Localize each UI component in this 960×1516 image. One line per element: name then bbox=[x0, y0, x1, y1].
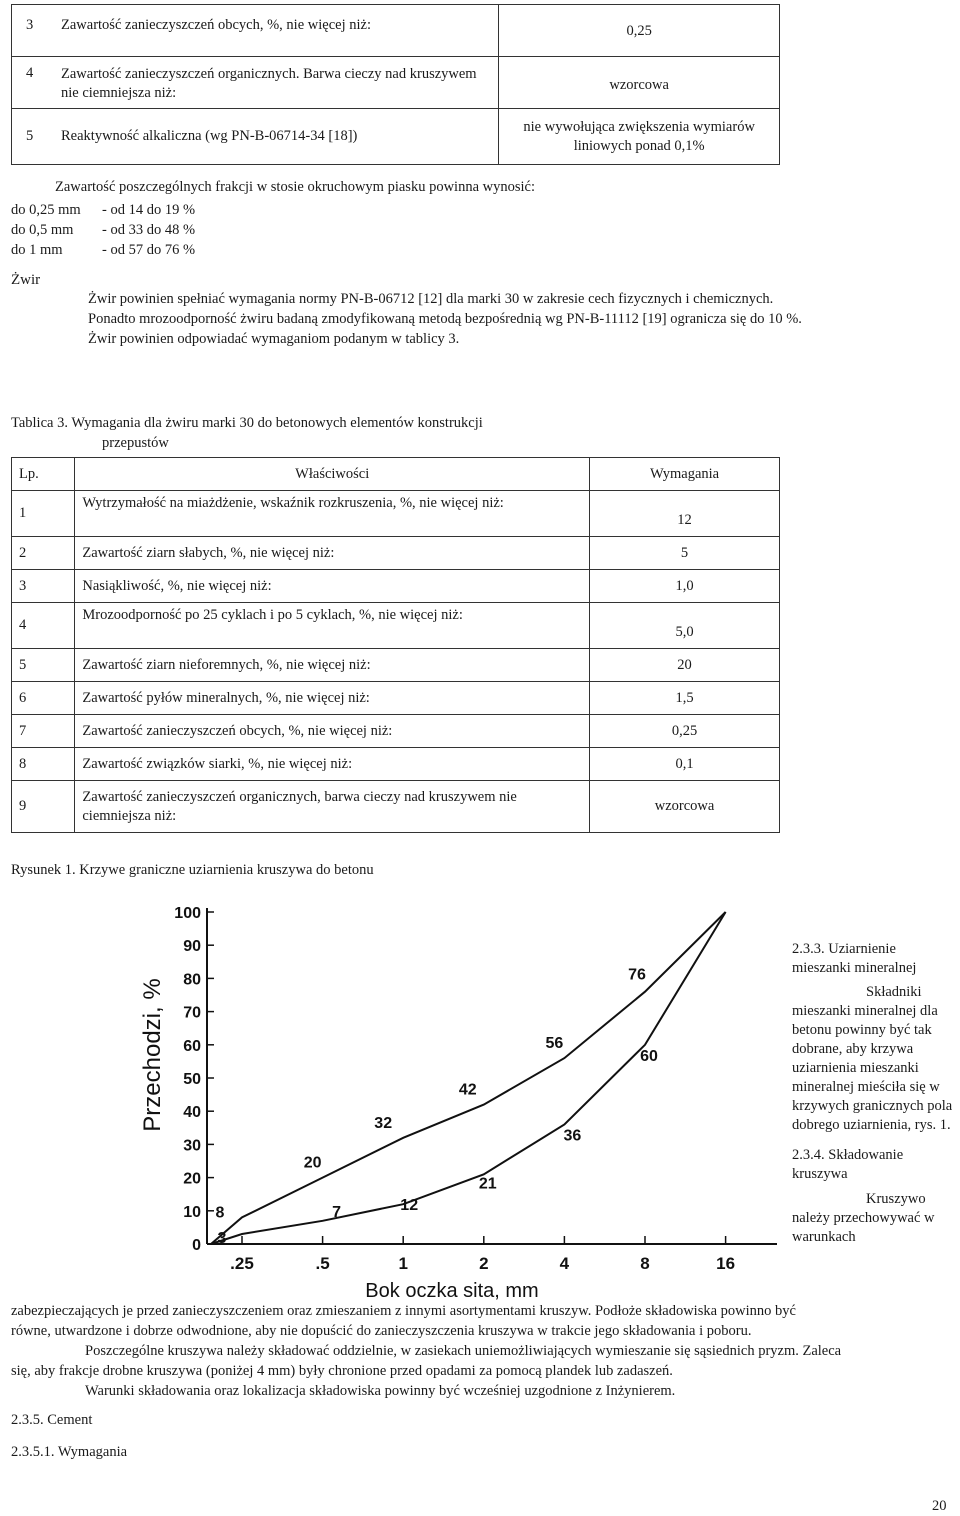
x-tick-label: 16 bbox=[716, 1254, 736, 1273]
table-row: 3 Nasiąkliwość, %, nie więcej niż: 1,0 bbox=[12, 570, 780, 603]
x-tick-label: 1 bbox=[398, 1254, 408, 1273]
sand-fractions-list bbox=[11, 200, 195, 260]
data-label: 20 bbox=[303, 1154, 322, 1172]
y-tick-label: 20 bbox=[183, 1170, 201, 1188]
table-row bbox=[12, 57, 780, 109]
x-tick-label: 2 bbox=[479, 1254, 489, 1273]
table-row: 5 Zawartość ziarn nieforemnych, %, nie więcej niż: 20 bbox=[12, 649, 780, 682]
table-row bbox=[12, 109, 780, 165]
y-tick-label: 90 bbox=[183, 938, 201, 956]
data-label: 76 bbox=[628, 966, 646, 984]
figure-caption: Rysunek 1. Krzywe graniczne uziarnienia kruszywa do betonu bbox=[11, 862, 374, 878]
data-label: 21 bbox=[478, 1175, 497, 1193]
y-tick-label: 50 bbox=[183, 1071, 201, 1088]
x-tick-label: .25 bbox=[230, 1254, 254, 1273]
section-heading-2-3-3: 2.3.3. Uziarnienie mieszanki mineralnej bbox=[792, 941, 917, 976]
list-item: do 0,5 mm - od 33 do 48 % bbox=[11, 222, 196, 238]
y-tick-label: 100 bbox=[174, 905, 201, 922]
gravel-text: Żwir powinien spełniać wymagania normy PN-B-06712 [12] dla marki 30 w zakresie cech fizycznych i chemicznych. Ponadto mrozoodporność żwiru badaną zmodyfikowaną metodą bezpośrednią wg PN-B-11112 [19] ogranicza się do 10 %. Żwir powinien odpowiadać wymaganiom podanym w tablicy 3. bbox=[88, 291, 802, 347]
table-row: 4 Mrozoodporność po 25 cyklach i po 5 cyklach, %, nie więcej niż: 5,0 bbox=[12, 603, 780, 649]
header-lp: Lp. bbox=[12, 458, 75, 491]
table-row: 2 Zawartość ziarn słabych, %, nie więcej niż: 5 bbox=[12, 537, 780, 570]
x-axis-label: Bok oczka sita, mm bbox=[365, 1280, 539, 1302]
section-heading-2-3-5: 2.3.5. Cement bbox=[11, 1412, 93, 1428]
y-axis-label: Przechodzi, % bbox=[139, 978, 166, 1132]
y-tick-label: 80 bbox=[183, 971, 201, 989]
grading-curve-upper bbox=[211, 912, 726, 1244]
row-number: 4 bbox=[26, 65, 34, 81]
row-value: 0,25 bbox=[626, 23, 652, 39]
table-header-row bbox=[12, 458, 780, 491]
y-tick-label: 30 bbox=[183, 1137, 201, 1155]
row-text: Zawartość zanieczyszczeń organicznych. Barwa cieczy nad kruszywem nie ciemniejsza niż: bbox=[61, 66, 477, 101]
storage-text: zabezpieczających je przed zanieczyszczeniem oraz zmieszaniem z innymi asortymentami kruszyw. Podłoże składowiska powinno być równe, utwardzone i dobrze odwodnione, aby nie dopuścić do zanieczyszczenia kruszywa w trakcie jego składowania i poboru. Poszczególne kruszywa należy składować oddzielnie, w zasiekach uniemożliwiających wymieszanie się sąsiednich pryzm. Zaleca się, aby frakcje drobne kruszywa (poniżej 4 mm) były chronione przed opadami za pomocą plandek lub zadaszeń. Warunki składowania oraz lokalizacja składowiska powinny być wcześniej uzgodnione z Inżynierem. bbox=[11, 1303, 842, 1399]
section-heading-2-3-4: 2.3.4. Składowanie kruszywa bbox=[792, 1147, 904, 1182]
x-tick-label: 8 bbox=[640, 1254, 650, 1273]
data-label: 8 bbox=[215, 1204, 225, 1222]
section-heading-2-3-5-1: 2.3.5.1. Wymagania bbox=[11, 1444, 128, 1460]
data-label: 60 bbox=[640, 1047, 658, 1065]
data-label: 7 bbox=[332, 1203, 342, 1221]
side-paragraph: Kruszywo należy przechowywać w warunkach bbox=[792, 1191, 935, 1245]
data-label: 36 bbox=[563, 1127, 582, 1145]
x-tick-label: .5 bbox=[315, 1254, 330, 1273]
page-number: 20 bbox=[932, 1498, 947, 1514]
x-tick-label: 4 bbox=[559, 1254, 570, 1273]
y-tick-label: 60 bbox=[183, 1037, 201, 1055]
sand-fractions-intro: Zawartość poszczególnych frakcji w stosie okruchowym piasku powinna wynosić: bbox=[55, 179, 535, 195]
list-item: do 1 mm - od 57 do 76 % bbox=[11, 242, 196, 258]
side-paragraph: Składniki mieszanki mineralnej dla betonu powinny być tak dobrane, aby krzywa uziarnienia mieszanki mineralnej mieściła się w krzywych granicznych pola dobrego uziarnienia, rys. 1. bbox=[792, 984, 953, 1133]
data-label: 42 bbox=[458, 1081, 477, 1099]
list-item: do 0,25 mm - od 14 do 19 % bbox=[11, 202, 196, 218]
table3-caption: Tablica 3. Wymagania dla żwiru marki 30 do betonowych elementów konstrukcji przepustów bbox=[11, 415, 483, 451]
top-requirements-table bbox=[11, 4, 780, 165]
y-tick-label: 70 bbox=[183, 1004, 201, 1022]
row-text: Zawartość zanieczyszczeń obcych, %, nie więcej niż: bbox=[61, 17, 371, 33]
row-text: Reaktywność alkaliczna (wg PN-B-06714-34 [18]) bbox=[61, 128, 358, 144]
table-row: 7 Zawartość zanieczyszczeń obcych, %, nie więcej niż: 0,25 bbox=[12, 715, 780, 748]
y-tick-label: 0 bbox=[192, 1237, 201, 1254]
row-number: 5 bbox=[26, 128, 34, 144]
table-row: 8 Zawartość związków siarki, %, nie więcej niż: 0,1 bbox=[12, 748, 780, 781]
gravel-label: Żwir bbox=[11, 272, 41, 288]
data-label: 12 bbox=[400, 1197, 419, 1215]
table-row: 1 Wytrzymałość na miażdżenie, wskaźnik rozkruszenia, %, nie więcej niż: 12 bbox=[12, 491, 780, 537]
y-tick-label: 40 bbox=[183, 1104, 201, 1122]
header-requirements: Wymagania bbox=[590, 458, 780, 491]
table3 bbox=[11, 457, 780, 833]
data-label: 3 bbox=[217, 1230, 227, 1248]
y-tick-label: 10 bbox=[183, 1203, 201, 1221]
row-number: 3 bbox=[26, 17, 34, 33]
row-value: nie wywołująca zwiększenia wymiarów liniowych ponad 0,1% bbox=[523, 118, 755, 154]
header-properties: Właściwości bbox=[75, 458, 590, 491]
table-row bbox=[12, 5, 780, 57]
side-text bbox=[792, 940, 958, 1247]
table-row: 6 Zawartość pyłów mineralnych, %, nie więcej niż: 1,5 bbox=[12, 682, 780, 715]
data-label: 32 bbox=[374, 1114, 393, 1132]
grading-curve-chart bbox=[130, 895, 780, 1305]
row-value: wzorcowa bbox=[609, 77, 669, 93]
table-row: 9 Zawartość zanieczyszczeń organicznych, barwa cieczy nad kruszywem nie ciemniejsza niż: wzorcowa bbox=[12, 781, 780, 833]
data-label: 56 bbox=[545, 1035, 564, 1053]
